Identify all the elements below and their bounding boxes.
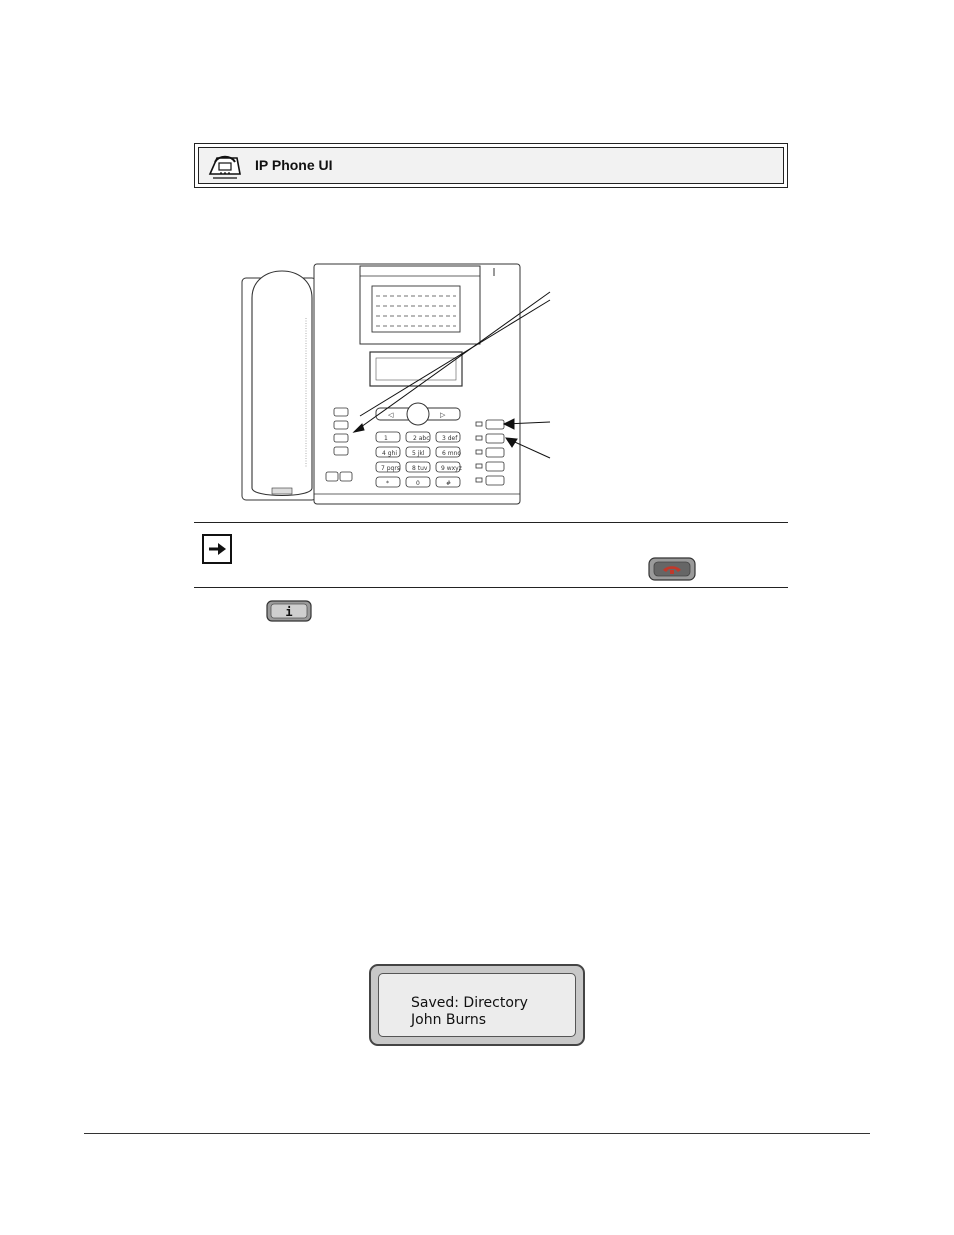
ip-phone-ui-banner: [194, 143, 788, 188]
info-key-symbol: i: [285, 605, 293, 619]
svg-text:5 jkl: 5 jkl: [412, 450, 425, 457]
svg-text:7 pqrs: 7 pqrs: [381, 465, 400, 472]
svg-text:◁: ◁: [388, 411, 394, 419]
info-key-icon: [266, 600, 312, 622]
svg-text:9 wxyz: 9 wxyz: [441, 465, 462, 472]
lcd-line-2: John Burns: [411, 1012, 487, 1028]
svg-text:4 ghi: 4 ghi: [382, 450, 398, 457]
svg-text:#: #: [446, 480, 452, 487]
arrow-right-icon: [202, 534, 232, 564]
svg-text:▷: ▷: [440, 411, 446, 419]
footer-rule: [84, 1133, 870, 1134]
svg-text:1: 1: [384, 435, 388, 442]
lcd-screen: [369, 964, 585, 1046]
svg-text:*: *: [386, 480, 389, 487]
svg-text:3 def: 3 def: [442, 435, 458, 442]
lcd-inner: [378, 973, 576, 1037]
svg-text:0: 0: [416, 480, 420, 487]
ip-phone-illustration: [236, 258, 556, 514]
svg-text:6 mno: 6 mno: [442, 450, 462, 457]
note-box: [194, 522, 788, 588]
svg-text:8 tuv: 8 tuv: [412, 465, 428, 472]
lcd-line-1: Saved: Directory: [411, 995, 528, 1011]
ip-phone-icon: [207, 152, 243, 182]
banner-inner: [198, 147, 784, 184]
banner-label: IP Phone UI: [255, 157, 333, 173]
goodbye-key-icon: [648, 557, 696, 581]
svg-text:2 abc: 2 abc: [413, 435, 430, 442]
